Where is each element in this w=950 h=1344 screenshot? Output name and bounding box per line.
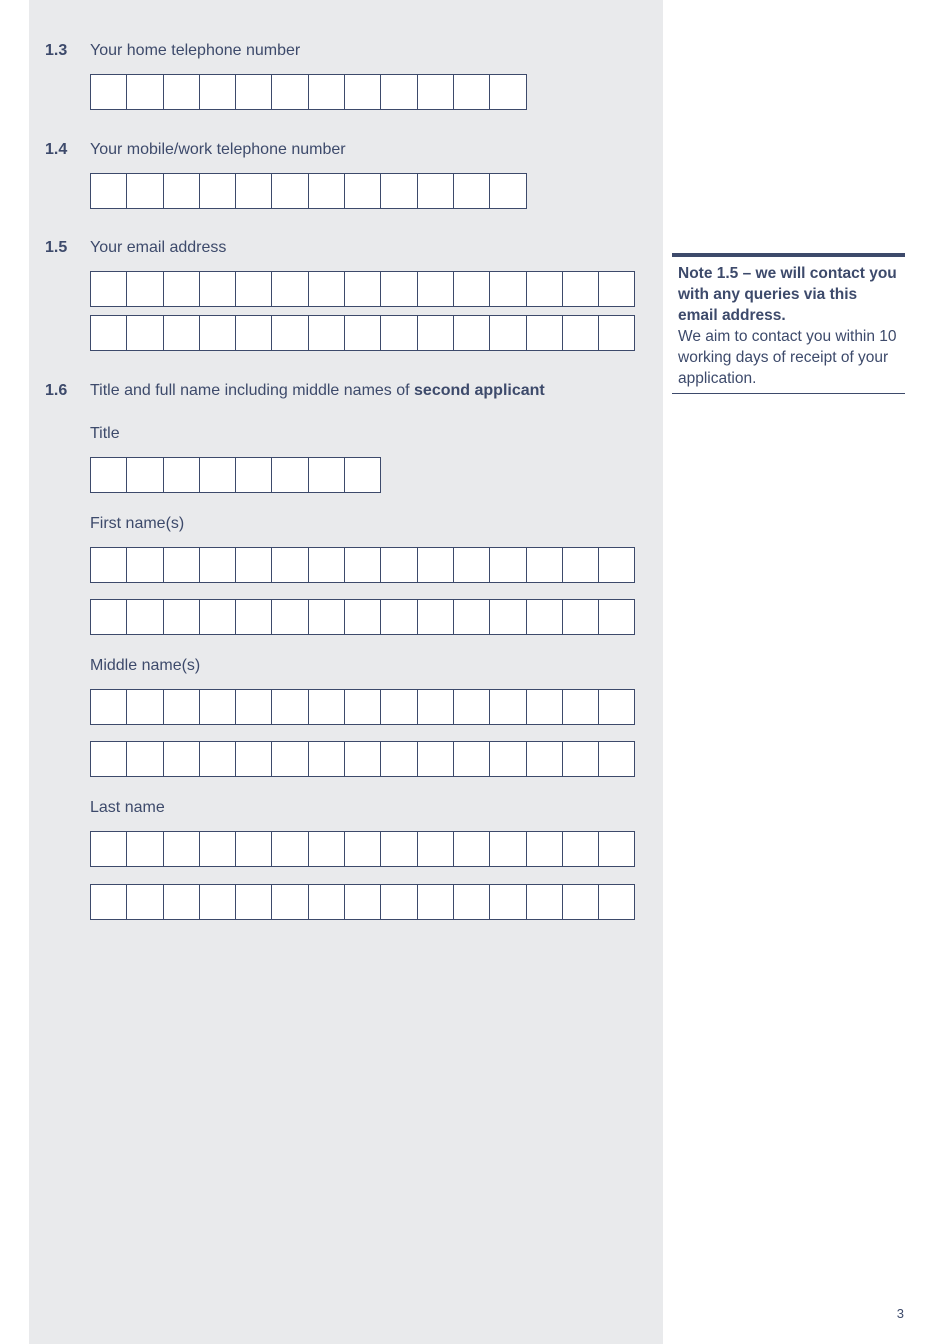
character-box[interactable] [381, 547, 417, 583]
character-box[interactable] [200, 741, 236, 777]
character-box[interactable] [309, 599, 345, 635]
character-box[interactable] [164, 271, 200, 307]
character-box[interactable] [272, 315, 308, 351]
character-box[interactable] [127, 831, 163, 867]
character-box[interactable] [527, 315, 563, 351]
character-box[interactable] [345, 173, 381, 209]
character-box[interactable] [381, 689, 417, 725]
character-box[interactable] [309, 741, 345, 777]
character-box[interactable] [272, 271, 308, 307]
character-box[interactable] [563, 884, 599, 920]
character-box[interactable] [454, 831, 490, 867]
character-box[interactable] [164, 689, 200, 725]
note-1-5 [672, 253, 905, 394]
character-box[interactable] [236, 173, 272, 209]
character-box[interactable] [164, 74, 200, 110]
character-box[interactable] [599, 884, 635, 920]
character-box[interactable] [309, 831, 345, 867]
character-box[interactable] [272, 831, 308, 867]
character-box[interactable] [599, 741, 635, 777]
character-box[interactable] [563, 271, 599, 307]
character-box[interactable] [454, 547, 490, 583]
character-box[interactable] [127, 74, 163, 110]
character-box[interactable] [527, 884, 563, 920]
character-box[interactable] [490, 547, 526, 583]
title-input[interactable] [90, 457, 381, 493]
character-box[interactable] [490, 74, 526, 110]
character-box[interactable] [236, 547, 272, 583]
character-box[interactable] [272, 599, 308, 635]
character-box[interactable] [91, 689, 127, 725]
character-box[interactable] [127, 457, 163, 493]
first-names-input-line-2[interactable] [90, 599, 635, 635]
character-box[interactable] [599, 599, 635, 635]
character-box[interactable] [454, 315, 490, 351]
character-box[interactable] [490, 599, 526, 635]
character-box[interactable] [418, 599, 454, 635]
character-box[interactable] [345, 884, 381, 920]
character-box[interactable] [490, 831, 526, 867]
character-box[interactable] [418, 271, 454, 307]
character-box[interactable] [127, 547, 163, 583]
page-number: 3 [896, 1306, 904, 1321]
character-box[interactable] [200, 173, 236, 209]
character-box[interactable] [454, 689, 490, 725]
character-box[interactable] [91, 599, 127, 635]
character-box[interactable] [454, 599, 490, 635]
character-box[interactable] [200, 315, 236, 351]
character-box[interactable] [127, 173, 163, 209]
character-box[interactable] [200, 884, 236, 920]
character-box[interactable] [272, 457, 308, 493]
character-box[interactable] [454, 884, 490, 920]
character-box[interactable] [200, 831, 236, 867]
character-box[interactable] [91, 173, 127, 209]
character-box[interactable] [345, 315, 381, 351]
character-box[interactable] [91, 741, 127, 777]
question-number: 1.5 [45, 239, 68, 256]
character-box[interactable] [599, 831, 635, 867]
character-box[interactable] [236, 689, 272, 725]
character-box[interactable] [236, 831, 272, 867]
middle-names-input-line-2[interactable] [90, 741, 635, 777]
character-box[interactable] [563, 689, 599, 725]
character-box[interactable] [599, 315, 635, 351]
character-box[interactable] [164, 173, 200, 209]
character-box[interactable] [164, 831, 200, 867]
mobile-telephone-input[interactable] [90, 173, 527, 209]
character-box[interactable] [490, 315, 526, 351]
character-box[interactable] [200, 547, 236, 583]
question-number: 1.4 [45, 141, 68, 158]
character-box[interactable] [200, 599, 236, 635]
character-box[interactable] [164, 599, 200, 635]
character-box[interactable] [418, 74, 454, 110]
title-label: Title [90, 425, 120, 442]
character-box[interactable] [272, 547, 308, 583]
character-box[interactable] [127, 884, 163, 920]
character-box[interactable] [309, 884, 345, 920]
character-box[interactable] [527, 271, 563, 307]
character-box[interactable] [563, 741, 599, 777]
character-box[interactable] [91, 271, 127, 307]
character-box[interactable] [272, 173, 308, 209]
character-box[interactable] [309, 271, 345, 307]
question-label [90, 382, 545, 400]
character-box[interactable] [345, 457, 381, 493]
character-box[interactable] [418, 884, 454, 920]
last-name-label: Last name [90, 799, 165, 816]
home-telephone-input[interactable] [90, 74, 527, 110]
character-box[interactable] [381, 315, 417, 351]
middle-names-label: Middle name(s) [90, 657, 201, 674]
character-box[interactable] [236, 457, 272, 493]
question-number: 1.3 [45, 42, 68, 59]
character-box[interactable] [309, 689, 345, 725]
character-box[interactable] [381, 173, 417, 209]
character-box[interactable] [527, 831, 563, 867]
first-names-label: First name(s) [90, 515, 185, 532]
character-box[interactable] [490, 173, 526, 209]
character-box[interactable] [164, 315, 200, 351]
character-box[interactable] [91, 884, 127, 920]
character-box[interactable] [200, 457, 236, 493]
character-box[interactable] [381, 271, 417, 307]
character-box[interactable] [381, 831, 417, 867]
character-box[interactable] [236, 74, 272, 110]
character-box[interactable] [381, 599, 417, 635]
question-label-text: Title and full name including middle names of [90, 382, 415, 399]
character-box[interactable] [309, 457, 345, 493]
character-box[interactable] [563, 831, 599, 867]
character-box[interactable] [91, 457, 127, 493]
character-box[interactable] [345, 741, 381, 777]
character-box[interactable] [236, 741, 272, 777]
character-box[interactable] [91, 831, 127, 867]
character-box[interactable] [309, 547, 345, 583]
character-box[interactable] [164, 884, 200, 920]
character-box[interactable] [91, 547, 127, 583]
character-box[interactable] [490, 271, 526, 307]
question-label: Your mobile/work telephone number [90, 141, 346, 158]
character-box[interactable] [490, 689, 526, 725]
middle-names-input-line-1[interactable] [90, 689, 635, 725]
character-box[interactable] [418, 741, 454, 777]
character-box[interactable] [527, 689, 563, 725]
character-box[interactable] [309, 173, 345, 209]
character-box[interactable] [490, 741, 526, 777]
character-box[interactable] [272, 741, 308, 777]
character-box[interactable] [309, 74, 345, 110]
character-box[interactable] [272, 689, 308, 725]
character-box[interactable] [599, 547, 635, 583]
character-box[interactable] [418, 689, 454, 725]
character-box[interactable] [127, 599, 163, 635]
character-box[interactable] [563, 315, 599, 351]
note-title: Note 1.5 – we will contact you with any queries via this email address. [678, 265, 897, 324]
character-box[interactable] [127, 741, 163, 777]
character-box[interactable] [418, 173, 454, 209]
character-box[interactable] [418, 547, 454, 583]
character-box[interactable] [127, 271, 163, 307]
character-box[interactable] [164, 457, 200, 493]
character-box[interactable] [527, 741, 563, 777]
character-box[interactable] [527, 599, 563, 635]
character-box[interactable] [236, 315, 272, 351]
character-box[interactable] [345, 74, 381, 110]
question-label: Your email address [90, 239, 227, 256]
character-box[interactable] [91, 315, 127, 351]
character-box[interactable] [599, 689, 635, 725]
character-box[interactable] [454, 173, 490, 209]
character-box[interactable] [454, 74, 490, 110]
character-box[interactable] [345, 271, 381, 307]
question-label: Your home telephone number [90, 42, 301, 59]
character-box[interactable] [381, 74, 417, 110]
character-box[interactable] [200, 271, 236, 307]
last-name-input-line-1[interactable] [90, 831, 635, 867]
character-box[interactable] [127, 689, 163, 725]
character-box[interactable] [345, 689, 381, 725]
character-box[interactable] [563, 547, 599, 583]
character-box[interactable] [599, 271, 635, 307]
character-box[interactable] [454, 271, 490, 307]
first-names-input-line-1[interactable] [90, 547, 635, 583]
email-input-line-1[interactable] [90, 271, 635, 307]
character-box[interactable] [200, 74, 236, 110]
character-box[interactable] [418, 315, 454, 351]
note-body: We aim to contact you within 10 working days of receipt of your application. [678, 328, 897, 387]
character-box[interactable] [236, 271, 272, 307]
character-box[interactable] [563, 599, 599, 635]
question-label-emphasis: second applicant [414, 382, 545, 399]
question-number: 1.6 [45, 382, 68, 399]
character-box[interactable] [272, 884, 308, 920]
character-box[interactable] [91, 74, 127, 110]
character-box[interactable] [309, 315, 345, 351]
character-box[interactable] [236, 599, 272, 635]
character-box[interactable] [381, 884, 417, 920]
character-box[interactable] [164, 741, 200, 777]
character-box[interactable] [345, 831, 381, 867]
character-box[interactable] [418, 831, 454, 867]
character-box[interactable] [454, 741, 490, 777]
character-box[interactable] [164, 547, 200, 583]
character-box[interactable] [272, 74, 308, 110]
character-box[interactable] [200, 689, 236, 725]
character-box[interactable] [527, 547, 563, 583]
character-box[interactable] [236, 884, 272, 920]
character-box[interactable] [345, 599, 381, 635]
character-box[interactable] [345, 547, 381, 583]
character-box[interactable] [381, 741, 417, 777]
last-name-input-line-2[interactable] [90, 884, 635, 920]
email-input-line-2[interactable] [90, 315, 635, 351]
character-box[interactable] [127, 315, 163, 351]
character-box[interactable] [490, 884, 526, 920]
